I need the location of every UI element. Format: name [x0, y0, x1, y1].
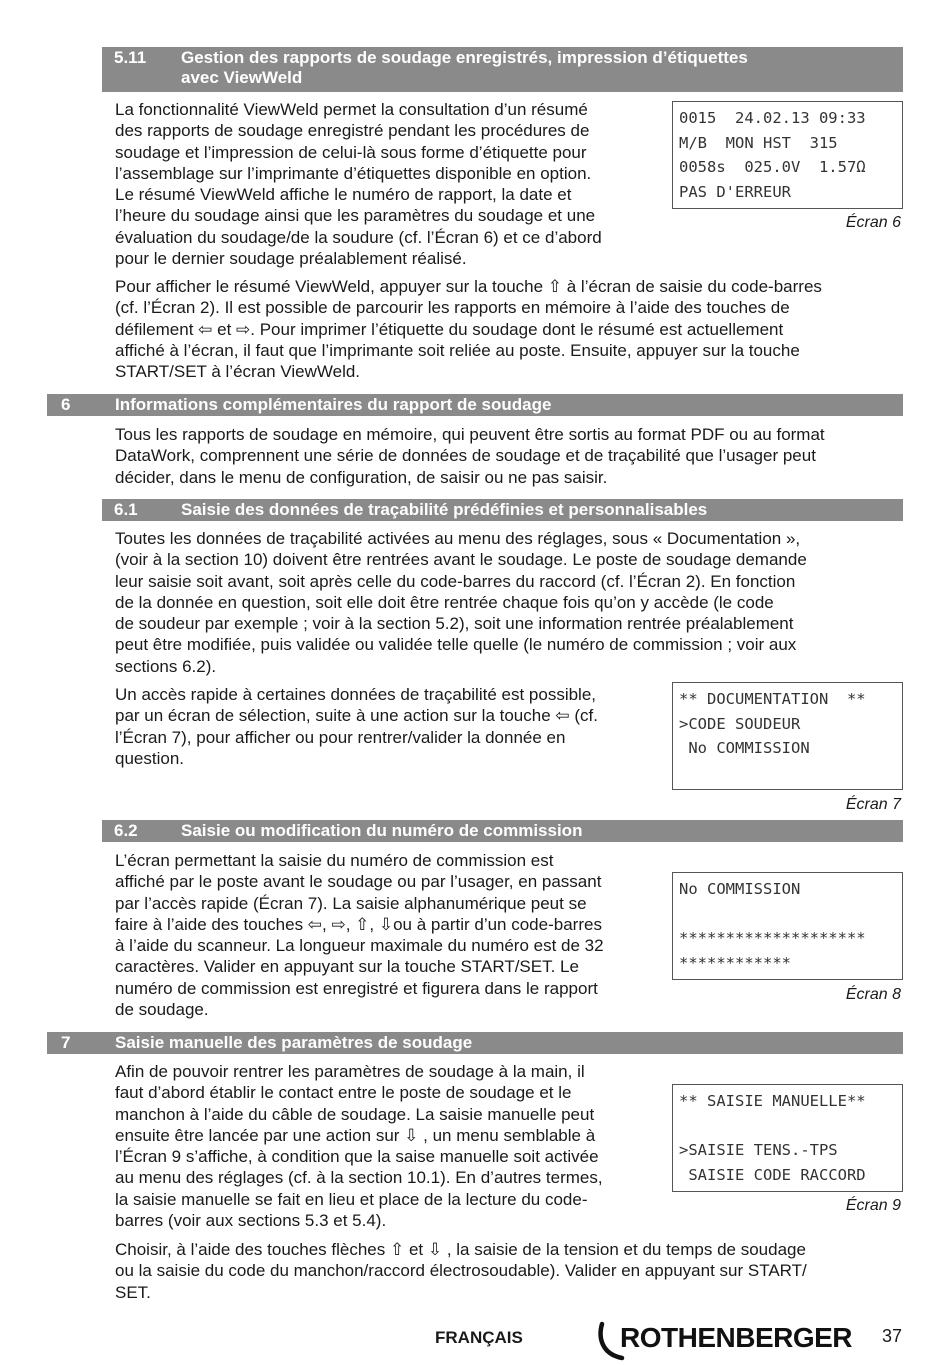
- section-header-5-11: [102, 47, 903, 92]
- screen-line: >CODE SOUDEUR: [679, 714, 801, 733]
- brand-name: ROTHENBERGER: [620, 1322, 853, 1353]
- screen-line: [679, 902, 902, 927]
- screen-line: >SAISIE TENS.-TPS: [679, 1141, 838, 1159]
- paragraph-section-6-1: Toutes les données de traçabilité activées au menu des réglages, sous « Documentation », (voir à la section 10) doivent être rentrées avant le soudage. Le poste de soudage demande leur saisie soit avant, soit après celle du code-barres du raccord (cf. l’Écran 2). En fonction de la donnée en question, soit elle doit être rentrée chaque fois qu’on y accède (le code de soudeur par exemple ; voir à la section 5.2), soit une information rentrée préalablement peut être modifiée, puis validée ou validée telle quelle (le numéro de commission ; voir aux sections 6.2).: [115, 529, 807, 676]
- paragraph-section-6: Tous les rapports de soudage en mémoire, qui peuvent être sortis au format PDF ou au format DataWork, comprennent une série de données de soudage et de traçabilité que l’usager peut décider, dans le menu de configuration, de saisir ou ne pas saisir.: [115, 425, 825, 487]
- screen-ecran-6: [672, 101, 903, 209]
- screen-line: No COMMISSION: [679, 880, 801, 898]
- section-number: 7: [61, 1033, 71, 1052]
- section-number: 6.2: [114, 821, 138, 840]
- footer-language: FRANÇAIS: [435, 1328, 523, 1347]
- paragraph-section-7: Afin de pouvoir rentrer les paramètres de soudage à la main, il faut d’abord établir le contact entre le poste de soudage et le manchon à l’aide du câble de soudage. La saisie manuelle peut ensuite être lancée par une action sur ⇩ , un menu semblable à l’Écran 9 s’affiche, à condition que la saise manuelle soit activée au menu des réglages (cf. à la section 10.1). En d’autres termes, la saisie manuelle se fait en lieu et place de la lecture du code- barres (voir aux sections 5.3 et 5.4).: [115, 1062, 603, 1231]
- screen-line: PAS D'ERREUR: [679, 182, 791, 201]
- screen-caption: Écran 9: [845, 1197, 901, 1214]
- screen-caption: Écran 8: [845, 986, 901, 1003]
- screen-ecran-7: [672, 682, 903, 790]
- section-title: Informations complémentaires du rapport de soudage: [115, 395, 552, 414]
- section-header-6-1: [102, 499, 903, 521]
- screen-line: ** SAISIE MANUELLE**: [679, 1092, 866, 1110]
- screen-line: No COMMISSION: [679, 739, 810, 757]
- paragraph-section-7-arrows: Choisir, à l’aide des touches flèches ⇧ et ⇩ , la saisie de la tension et du temps de soudage ou la saisie du code du manchon/raccord électrosoudable). Valider en appuyant sur START/ SET.: [115, 1240, 807, 1302]
- screen-line: [679, 1114, 902, 1139]
- paragraph-section-6-2: L’écran permettant la saisie du numéro de commission est affiché par le poste avant le soudage ou par l’usager, en passant par l’accès rapide (Écran 7). La saisie alphanumérique peut se faire à l’aide des touches ⇦, ⇨, ⇧, ⇩ou à partir d’un code-barres à l’aide du scanneur. La longueur maximale du numéro est de 32 caractères. Valider en appuyant sur la touche START/SET. Le numéro de commission est enregistré et figurera dans le rapport de soudage.: [115, 851, 604, 1020]
- section-title: Saisie des données de traçabilité prédéfinies et personnalisables: [181, 500, 708, 519]
- screen-line: ********************: [679, 929, 866, 947]
- section-title: Gestion des rapports de soudage enregistrés, impression d’étiquettes avec ViewWeld: [181, 48, 748, 87]
- brand-logo: [596, 1318, 853, 1362]
- screen-line: ** DOCUMENTATION **: [679, 690, 866, 708]
- paragraph-quick-access: Un accès rapide à certaines données de traçabilité est possible, par un écran de sélection, suite à une action sur la touche ⇦ (cf. l’Écran 7), pour afficher ou pour rentrer/valider la donnée en question.: [115, 685, 598, 768]
- paragraph-viewweld-usage: Pour afficher le résumé ViewWeld, appuyer sur la touche ⇧ à l’écran de saisie du code-barres (cf. l’Écran 2). Il est possible de parcourir les rapports en mémoire à l’aide des touches de défilement ⇦ et ⇨. Pour imprimer l’étiquette du soudage dont le résumé est actuellement affiché à l’écran, il faut que l’imprimante soit reliée au poste. Ensuite, appuyer sur la touche START/SET à l’écran ViewWeld.: [115, 277, 822, 382]
- section-header-6: [47, 394, 903, 416]
- screen-ecran-9: [672, 1084, 903, 1192]
- screen-line: SAISIE CODE RACCORD: [679, 1165, 866, 1184]
- section-number: 5.11: [114, 48, 147, 67]
- section-number: 6: [61, 395, 71, 414]
- screen-caption: Écran 6: [845, 214, 901, 231]
- screen-line: 0058s 025.0V 1.57Ω: [679, 158, 866, 176]
- screen-ecran-8: [672, 872, 903, 980]
- section-title: Saisie manuelle des paramètres de soudage: [115, 1033, 473, 1052]
- page-number: 37: [882, 1326, 903, 1346]
- section-title: Saisie ou modification du numéro de commission: [181, 821, 583, 840]
- screen-caption: Écran 7: [845, 796, 901, 813]
- screen-line: 0015 24.02.13 09:33: [679, 109, 866, 127]
- section-number: 6.1: [114, 500, 138, 519]
- screen-line: ************: [679, 953, 791, 972]
- section-header-6-2: [102, 820, 903, 842]
- screen-line: M/B MON HST 315: [679, 133, 838, 152]
- paragraph-viewweld-intro: La fonctionnalité ViewWeld permet la consultation d’un résumé des rapports de soudage enregistré pendant les procédures de soudage et l’impression de celui-là sous forme d’étiquette pour l’assemblage sur l’imprimante d’étiquettes disponible en option. Le résumé ViewWeld affiche le numéro de rapport, la date et l’heure du soudage ainsi que les paramètres du soudage et une évaluation du soudage/de la soudure (cf. l’Écran 6) et ce d’abord pour le dernier soudage préalablement réalisé.: [115, 100, 602, 269]
- section-header-7: [47, 1032, 903, 1054]
